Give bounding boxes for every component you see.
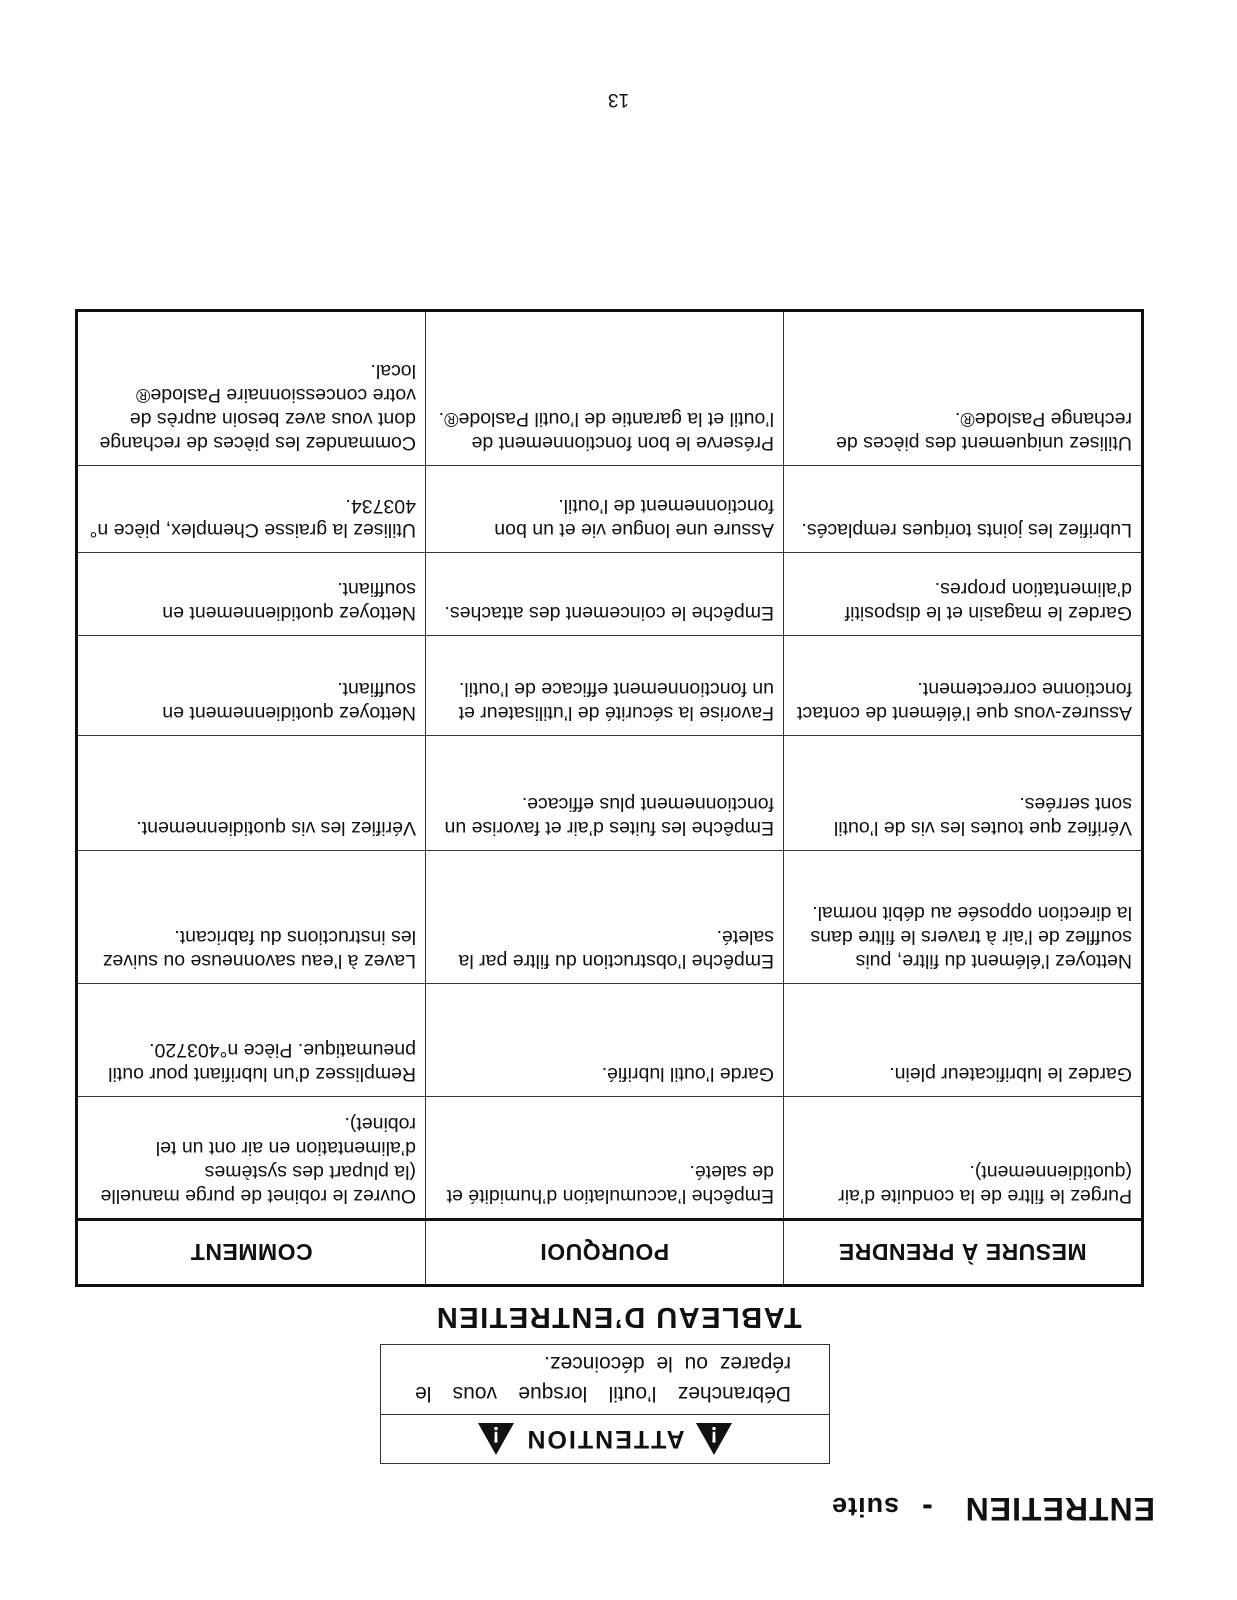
cell-comment: Nettoyez quotidiennement en souffiant. [162,678,416,724]
warning-header [381,1414,829,1463]
cell-mesure: Nettoyez l’élément du filtre, puis soufflez de l’air à travers le filtre dans la direction opposée au débit normal. [783,851,1141,983]
cell-mesure: Gardez le lubrificateur plein. [783,984,1141,1096]
section-title-main: ENTRETIEN [964,1491,1155,1527]
table-row [78,850,1141,983]
table-row [78,465,1141,552]
cell-pourquoi: Empêche le coincement des attaches. [425,553,783,635]
cell-comment: Lavez à l’eau savonneuse ou suivez les instructions du fabricant. [102,926,416,972]
section-title-subtitle: suite [831,1492,900,1522]
cell-mesure: Gardez le magasin et le dispositif d’alimentation propres. [783,553,1141,635]
cell-pourquoi: Empêche l’obstruction du filtre par la saleté. [425,851,783,983]
page-number: 13 [607,89,630,110]
cell-mesure: Assurez-vous que l’élément de contact fonctionne correctement. [783,636,1141,735]
cell-mesure: Vérifiez que toutes les vis de l’outil sont serrées. [783,736,1141,850]
warning-triangle-icon [695,1422,733,1456]
cell-comment: Vérifiez les vis quotidiennement. [136,817,416,839]
table-row [78,312,1141,465]
cell-comment: Ouvrez le robinet de purge manuelle (la plupart des systèmes d’alimentation en air ont un tel robinet). [100,1113,416,1207]
warning-text: Débranchez l’outil lorsque vous le réparez ou le décoincez. [415,1352,791,1405]
table-row [78,635,1141,735]
svg-text:!: ! [709,1422,718,1447]
cell-mesure: Lubrifiez les joints toriques remplacés. [783,466,1141,552]
maintenance-table [75,309,1144,1287]
cell-pourquoi: Préserve le bon fonctionnement de l’outil et la garantie de l’outil Paslode®. [425,312,783,465]
table-row [78,1096,1141,1218]
cell-comment: Utilisez la graisse Chemplex, pièce n° 403734. [89,495,416,541]
cell-comment: Nettoyez quotidiennement en souffiant. [162,578,416,624]
table-row [78,735,1141,850]
column-header-pourquoi: POURQUOI [425,1221,783,1284]
column-header-comment: COMMENT [190,1239,313,1266]
section-title [831,1490,1155,1527]
section-title-separator: - [921,1491,933,1527]
warning-label: ATTENTION [525,1425,685,1454]
warning-box [380,1344,830,1464]
cell-pourquoi: Empêche les fuites d’air et favorise un fonctionnement plus efficace. [425,736,783,850]
cell-pourquoi: Empêche l’accumulation d’humidité et de saleté. [425,1097,783,1218]
cell-pourquoi: Favorise la sécurité de l’utilisateur et un fonctionnement efficace de l’outil. [425,636,783,735]
cell-mesure: Utilisez uniquement des pièces de rechange Paslode®. [783,312,1141,465]
cell-comment: Commandez les pièces de rechange dont vous avez besoin auprès de votre concessionnaire Paslode® local. [99,360,416,454]
column-header-mesure: MESURE À PRENDRE [783,1221,1141,1284]
cell-comment: Remplissez d’un lubrifiant pour outil pneumatique. Pièce n°403720. [108,1039,416,1085]
table-header-row [78,1218,1141,1284]
table-row [78,552,1141,635]
table-title: TABLEAU D’ENTRETIEN [435,1301,802,1333]
cell-mesure: Purgez le filtre de la conduite d’air (quotidiennement). [783,1097,1141,1218]
warning-triangle-icon [477,1422,515,1456]
cell-pourquoi: Garde l’outil lubrifié. [425,984,783,1096]
cell-pourquoi: Assure une longue vie et un bon fonctionnement de l’outil. [425,466,783,552]
table-row [78,983,1141,1096]
svg-text:!: ! [492,1422,501,1447]
